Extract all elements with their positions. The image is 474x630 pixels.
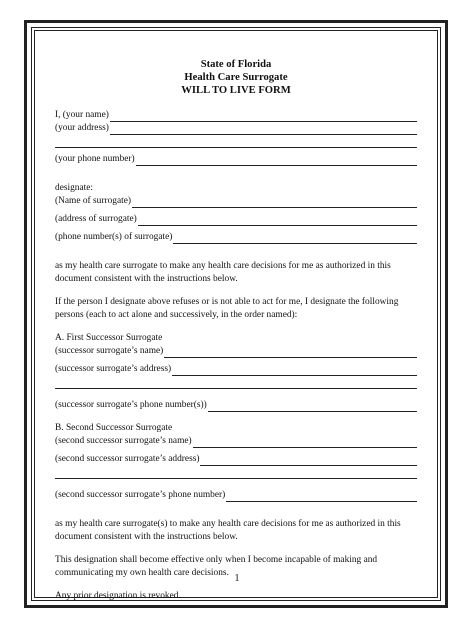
title-form-name: WILL TO LIVE FORM xyxy=(181,85,291,96)
title-form-type: Health Care Surrogate xyxy=(184,72,288,83)
form-content xyxy=(55,58,417,603)
surrogate-phone-label: (phone number(s) of surrogate) xyxy=(55,232,173,242)
first-successor-address-field[interactable] xyxy=(55,363,417,376)
your-address-blank-2[interactable] xyxy=(55,137,417,148)
second-successor-address-blank-2[interactable] xyxy=(55,468,417,479)
second-successor-name-blank[interactable] xyxy=(193,437,417,448)
page-number: 1 xyxy=(234,573,240,584)
first-successor-name-field[interactable] xyxy=(55,345,417,358)
surrogate-address-label: (address of surrogate) xyxy=(55,214,137,224)
title-state: State of Florida xyxy=(200,59,272,70)
second-successor-heading: B. Second Successor Surrogate xyxy=(55,423,173,433)
second-successor-phone-field[interactable] xyxy=(55,489,417,502)
your-address-field[interactable] xyxy=(55,122,417,135)
your-address-label: (your address) xyxy=(55,123,109,133)
successor-intro-paragraph: If the person I designate above refuses or is not able to act for me, I designate the following persons (each to act alone and successively, in the order named): xyxy=(55,297,399,320)
second-successor-address-field[interactable] xyxy=(55,453,417,466)
surrogate-name-label: (Name of surrogate) xyxy=(55,196,132,206)
your-phone-label: (your phone number) xyxy=(55,154,135,164)
second-successor-phone-blank[interactable] xyxy=(226,491,417,502)
first-successor-name-blank[interactable] xyxy=(164,347,417,358)
your-name-label: I, (your name) xyxy=(55,110,109,120)
your-phone-blank[interactable] xyxy=(136,155,417,166)
your-phone-field[interactable] xyxy=(55,153,417,166)
authorize-paragraph-1: as my health care surrogate to make any health care decisions for me as authorized in this document consistent with the instructions below. xyxy=(55,261,391,284)
second-successor-address-blank[interactable] xyxy=(200,455,417,466)
surrogate-phone-blank[interactable] xyxy=(173,233,417,244)
first-successor-phone-blank[interactable] xyxy=(208,401,417,412)
second-successor-name-field[interactable] xyxy=(55,435,417,448)
second-successor-phone-label: (second successor surrogate’s phone number) xyxy=(55,490,226,500)
effective-paragraph: This designation shall become effective only when I become incapable of making and communicating my own health care decisions. xyxy=(55,555,378,578)
first-successor-name-label: (successor surrogate’s name) xyxy=(55,346,164,356)
first-successor-phone-field[interactable] xyxy=(55,399,417,412)
your-name-blank[interactable] xyxy=(110,111,417,122)
form-title xyxy=(55,58,417,97)
first-successor-address-label: (successor surrogate’s address) xyxy=(55,364,172,374)
surrogate-address-blank[interactable] xyxy=(138,215,417,226)
first-successor-heading: A. First Successor Surrogate xyxy=(55,333,163,343)
first-successor-address-blank[interactable] xyxy=(172,365,417,376)
your-name-field[interactable] xyxy=(55,109,417,122)
your-address-blank[interactable] xyxy=(110,124,417,135)
authorize-paragraph-2: as my health care surrogate(s) to make any health care decisions for me as authorized in this document consistent with the instructions below. xyxy=(55,519,401,542)
second-successor-name-label: (second successor surrogate’s name) xyxy=(55,436,192,446)
second-successor-address-label: (second successor surrogate’s address) xyxy=(55,454,200,464)
surrogate-address-field[interactable] xyxy=(55,213,417,226)
first-successor-address-blank-2[interactable] xyxy=(55,378,417,389)
revoked-paragraph: Any prior designation is revoked. xyxy=(55,591,181,601)
first-successor-phone-label: (successor surrogate’s phone number(s)) xyxy=(55,400,207,410)
surrogate-phone-field[interactable] xyxy=(55,231,417,244)
surrogate-name-blank[interactable] xyxy=(132,197,417,208)
designate-label: designate: xyxy=(55,183,94,193)
surrogate-name-field[interactable] xyxy=(55,195,417,208)
